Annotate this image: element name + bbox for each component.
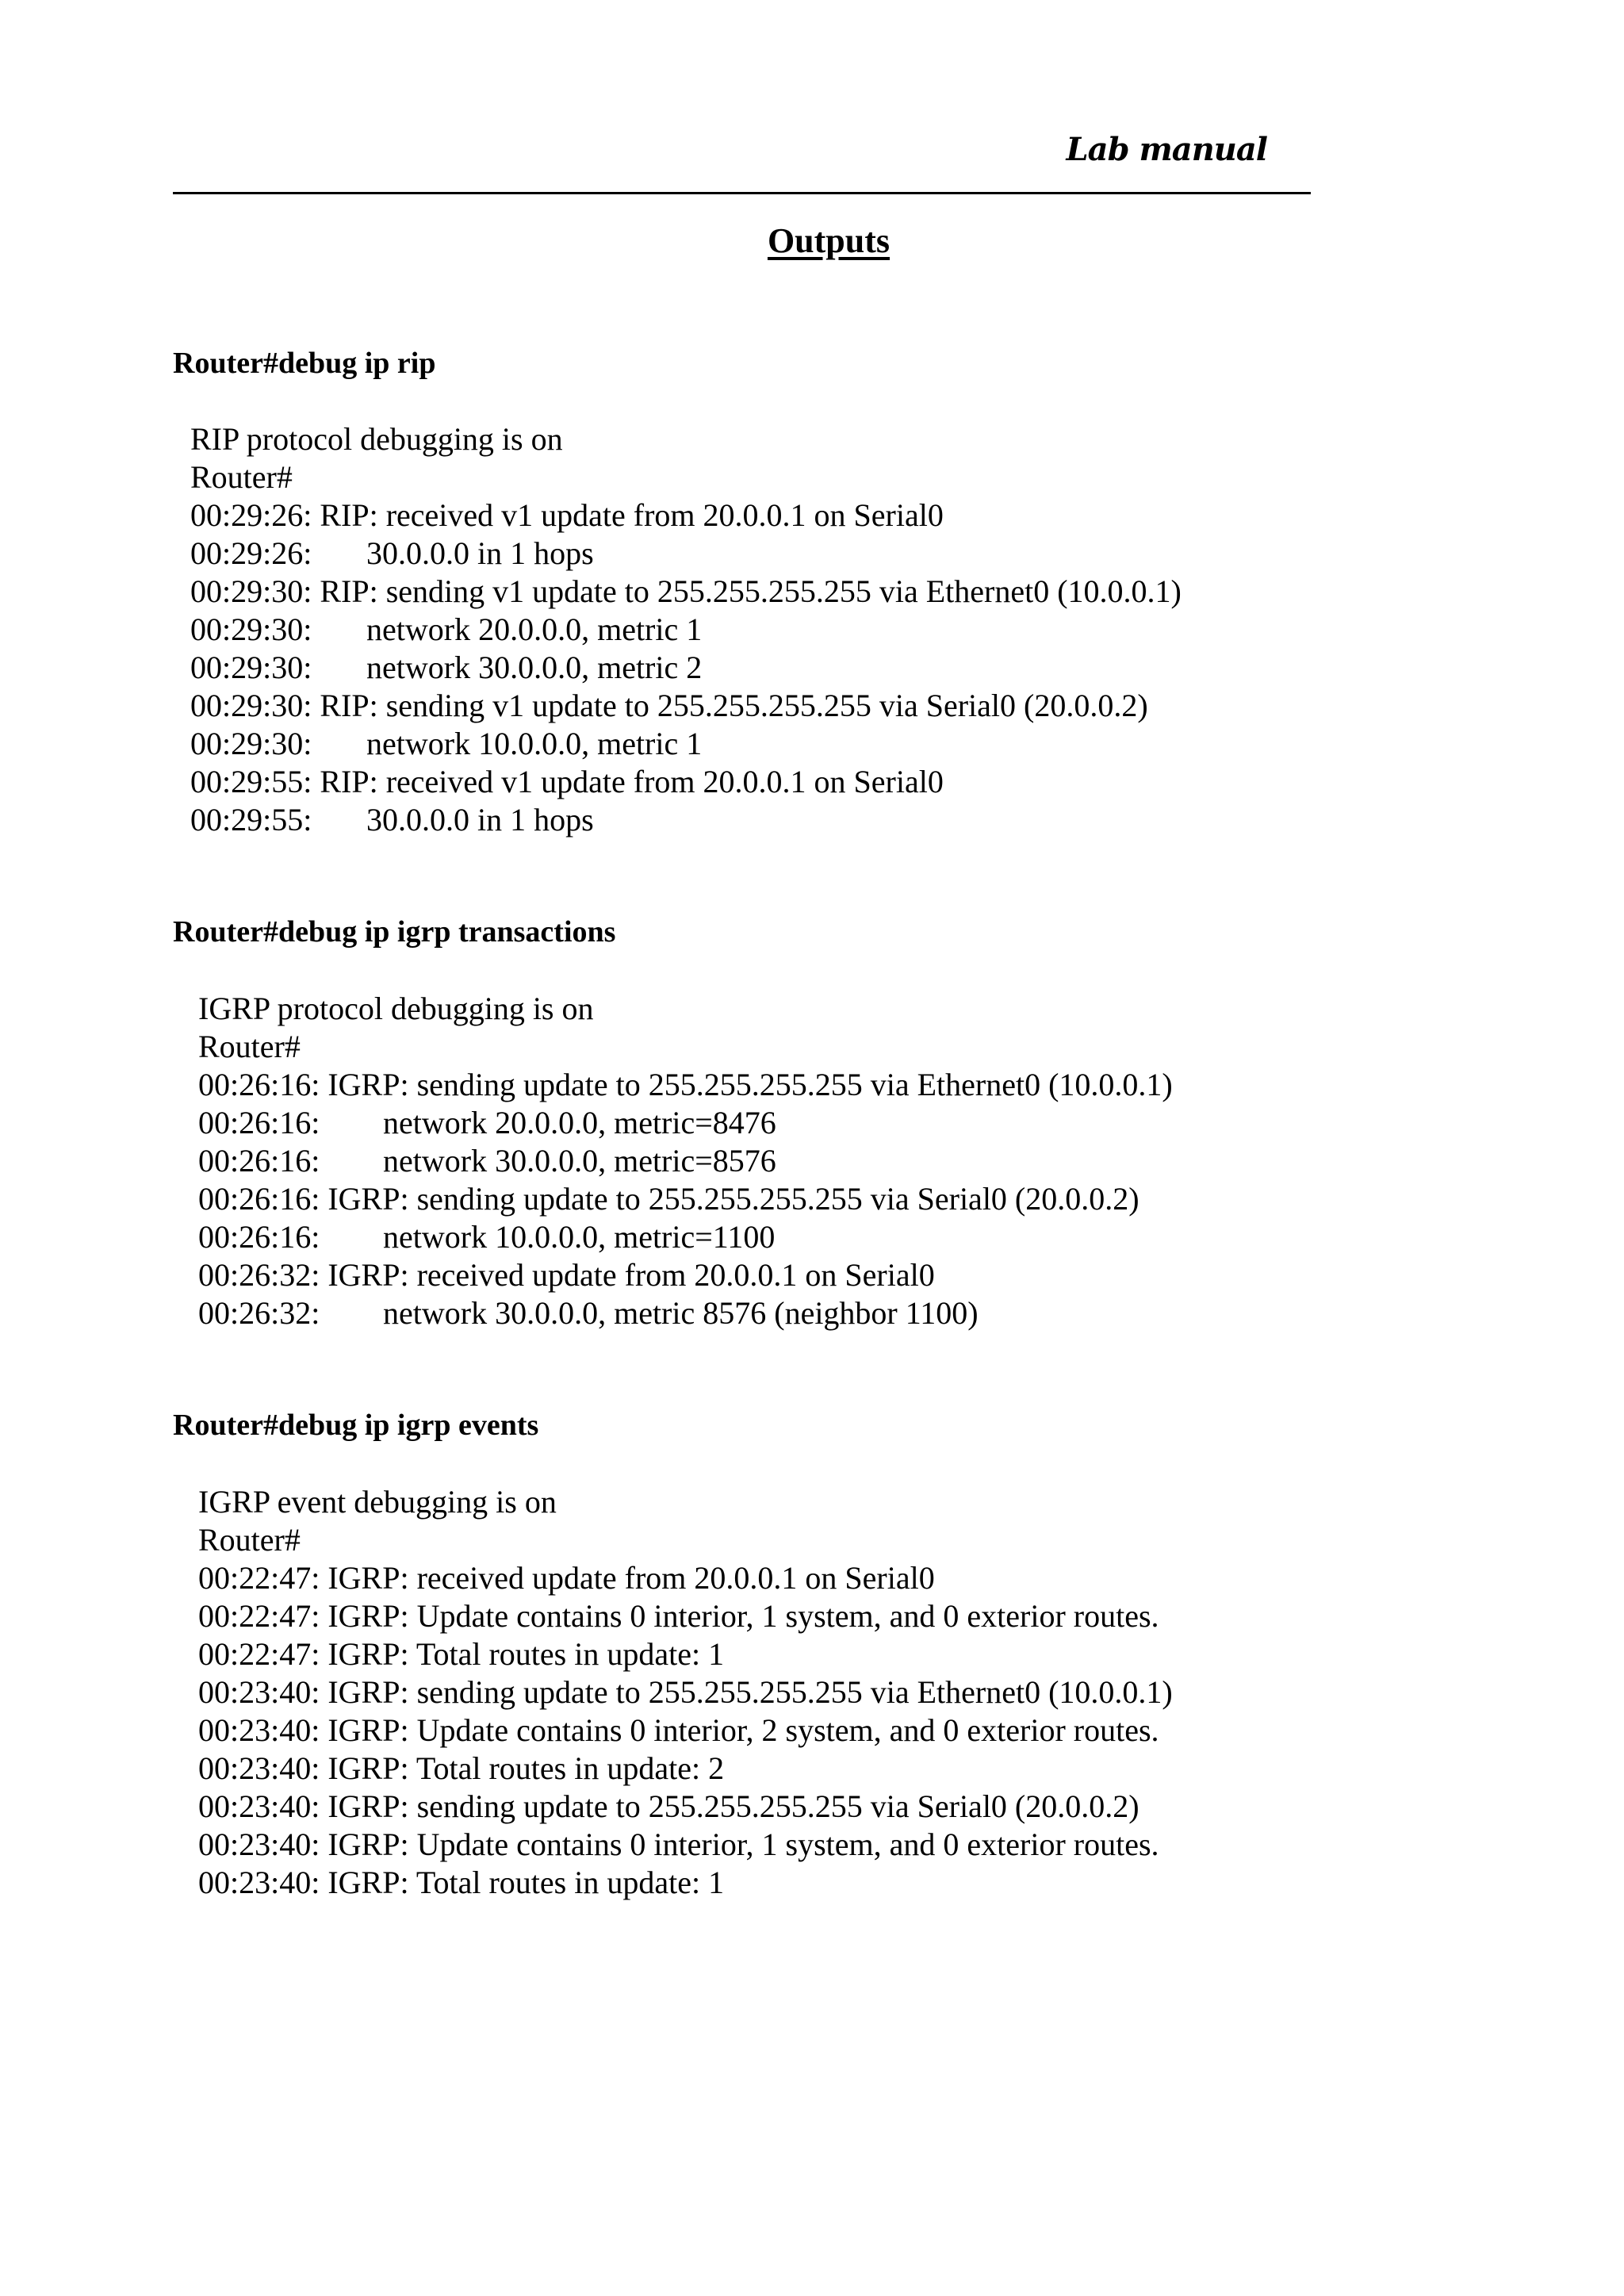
log-block-igrp-transactions [198,990,1173,1332]
log-message: Router# [198,1029,301,1064]
log-message: IGRP: Update contains 0 interior, 1 system, and 0 exterior routes. [327,1598,1159,1634]
log-timestamp: 00:29:30: [190,650,312,685]
log-line [198,1521,1173,1559]
section-heading-igrp-events: Router#debug ip igrp events [173,1409,539,1442]
log-timestamp: 00:26:16: [198,1067,320,1102]
log-line [190,496,1182,535]
log-timestamp: 00:22:47: [198,1598,320,1634]
log-message: 30.0.0.0 in 1 hops [366,535,594,571]
log-timestamp: 00:23:40: [198,1750,320,1786]
log-message: 30.0.0.0 in 1 hops [366,802,594,838]
log-line [190,611,1182,649]
log-timestamp: 00:22:47: [198,1636,320,1672]
log-message: network 10.0.0.0, metric 1 [366,726,703,761]
log-message: IGRP: sending update to 255.255.255.255 via Serial0 (20.0.0.2) [327,1788,1139,1824]
log-message: network 30.0.0.0, metric 2 [366,650,703,685]
log-message: IGRP: received update from 20.0.0.1 on Serial0 [327,1257,935,1293]
header-label: Lab manual [1066,131,1267,168]
log-timestamp: 00:26:16: [198,1143,320,1179]
log-line [198,1711,1173,1750]
log-message: IGRP: received update from 20.0.0.1 on Serial0 [327,1560,935,1596]
log-timestamp: 00:26:16: [198,1181,320,1217]
log-timestamp: 00:29:55: [190,802,312,838]
log-timestamp: 00:23:40: [198,1674,320,1710]
log-line [198,1826,1173,1864]
log-line [198,1597,1173,1635]
log-line [198,1256,1173,1294]
log-line [198,1483,1173,1521]
log-line [190,420,1182,458]
log-line [190,801,1182,839]
log-message: network 20.0.0.0, metric 1 [366,611,703,647]
log-message: RIP: received v1 update from 20.0.0.1 on Serial0 [320,764,944,799]
log-line [190,649,1182,687]
log-block-igrp-events [198,1483,1173,1902]
log-message: network 20.0.0.0, metric=8476 [383,1105,776,1140]
log-timestamp: 00:23:40: [198,1865,320,1900]
log-timestamp: 00:26:32: [198,1257,320,1293]
log-message: IGRP: sending update to 255.255.255.255 via Ethernet0 (10.0.0.1) [327,1067,1173,1102]
log-message: network 30.0.0.0, metric=8576 [383,1143,776,1179]
log-timestamp: 00:23:40: [198,1788,320,1824]
log-message: RIP: sending v1 update to 255.255.255.255 via Serial0 (20.0.0.2) [320,688,1148,723]
log-timestamp: 00:29:30: [190,573,312,609]
log-line [190,687,1182,725]
log-line [198,1028,1173,1066]
log-line [190,573,1182,611]
log-timestamp: 00:22:47: [198,1560,320,1596]
log-timestamp: 00:29:30: [190,611,312,647]
log-line [198,1864,1173,1902]
section-heading-igrp-transactions: Router#debug ip igrp transactions [173,915,616,949]
log-message: Router# [190,459,293,495]
log-line [190,458,1182,496]
log-message: IGRP protocol debugging is on [198,991,594,1026]
log-timestamp: 00:23:40: [198,1826,320,1862]
log-message: network 10.0.0.0, metric=1100 [383,1219,776,1255]
header-divider [173,192,1311,194]
log-message: IGRP: Update contains 0 interior, 1 system, and 0 exterior routes. [327,1826,1159,1862]
page-title: Outputs [767,221,891,260]
log-message: RIP protocol debugging is on [190,421,563,457]
log-line [198,1294,1173,1332]
log-timestamp: 00:29:26: [190,535,312,571]
log-line [190,763,1182,801]
log-line [198,1180,1173,1218]
log-line [198,1559,1173,1597]
log-timestamp: 00:29:26: [190,497,312,533]
log-line [198,1142,1173,1180]
section-heading-rip: Router#debug ip rip [173,347,436,380]
log-timestamp: 00:29:55: [190,764,312,799]
log-message: Router# [198,1522,301,1558]
log-message: IGRP event debugging is on [198,1484,557,1520]
log-timestamp: 00:29:30: [190,726,312,761]
log-message: RIP: sending v1 update to 255.255.255.255 via Ethernet0 (10.0.0.1) [320,573,1182,609]
log-line [198,1218,1173,1256]
log-line [198,1635,1173,1673]
log-message: IGRP: Total routes in update: 1 [327,1865,725,1900]
log-line [198,1066,1173,1104]
log-line [198,1104,1173,1142]
log-line [198,1788,1173,1826]
log-message: IGRP: sending update to 255.255.255.255 via Serial0 (20.0.0.2) [327,1181,1139,1217]
log-line [198,1750,1173,1788]
log-message: IGRP: Total routes in update: 1 [327,1636,725,1672]
log-block-rip [190,420,1182,839]
log-line [198,990,1173,1028]
log-timestamp: 00:23:40: [198,1712,320,1748]
log-message: network 30.0.0.0, metric 8576 (neighbor 1100) [383,1295,979,1331]
log-message: IGRP: Total routes in update: 2 [327,1750,725,1786]
log-timestamp: 00:26:32: [198,1295,320,1331]
log-timestamp: 00:29:30: [190,688,312,723]
log-message: IGRP: Update contains 0 interior, 2 system, and 0 exterior routes. [327,1712,1159,1748]
log-timestamp: 00:26:16: [198,1219,320,1255]
log-message: RIP: received v1 update from 20.0.0.1 on Serial0 [320,497,944,533]
log-line [190,535,1182,573]
log-timestamp: 00:26:16: [198,1105,320,1140]
log-line [198,1673,1173,1711]
log-message: IGRP: sending update to 255.255.255.255 via Ethernet0 (10.0.0.1) [327,1674,1173,1710]
log-line [190,725,1182,763]
